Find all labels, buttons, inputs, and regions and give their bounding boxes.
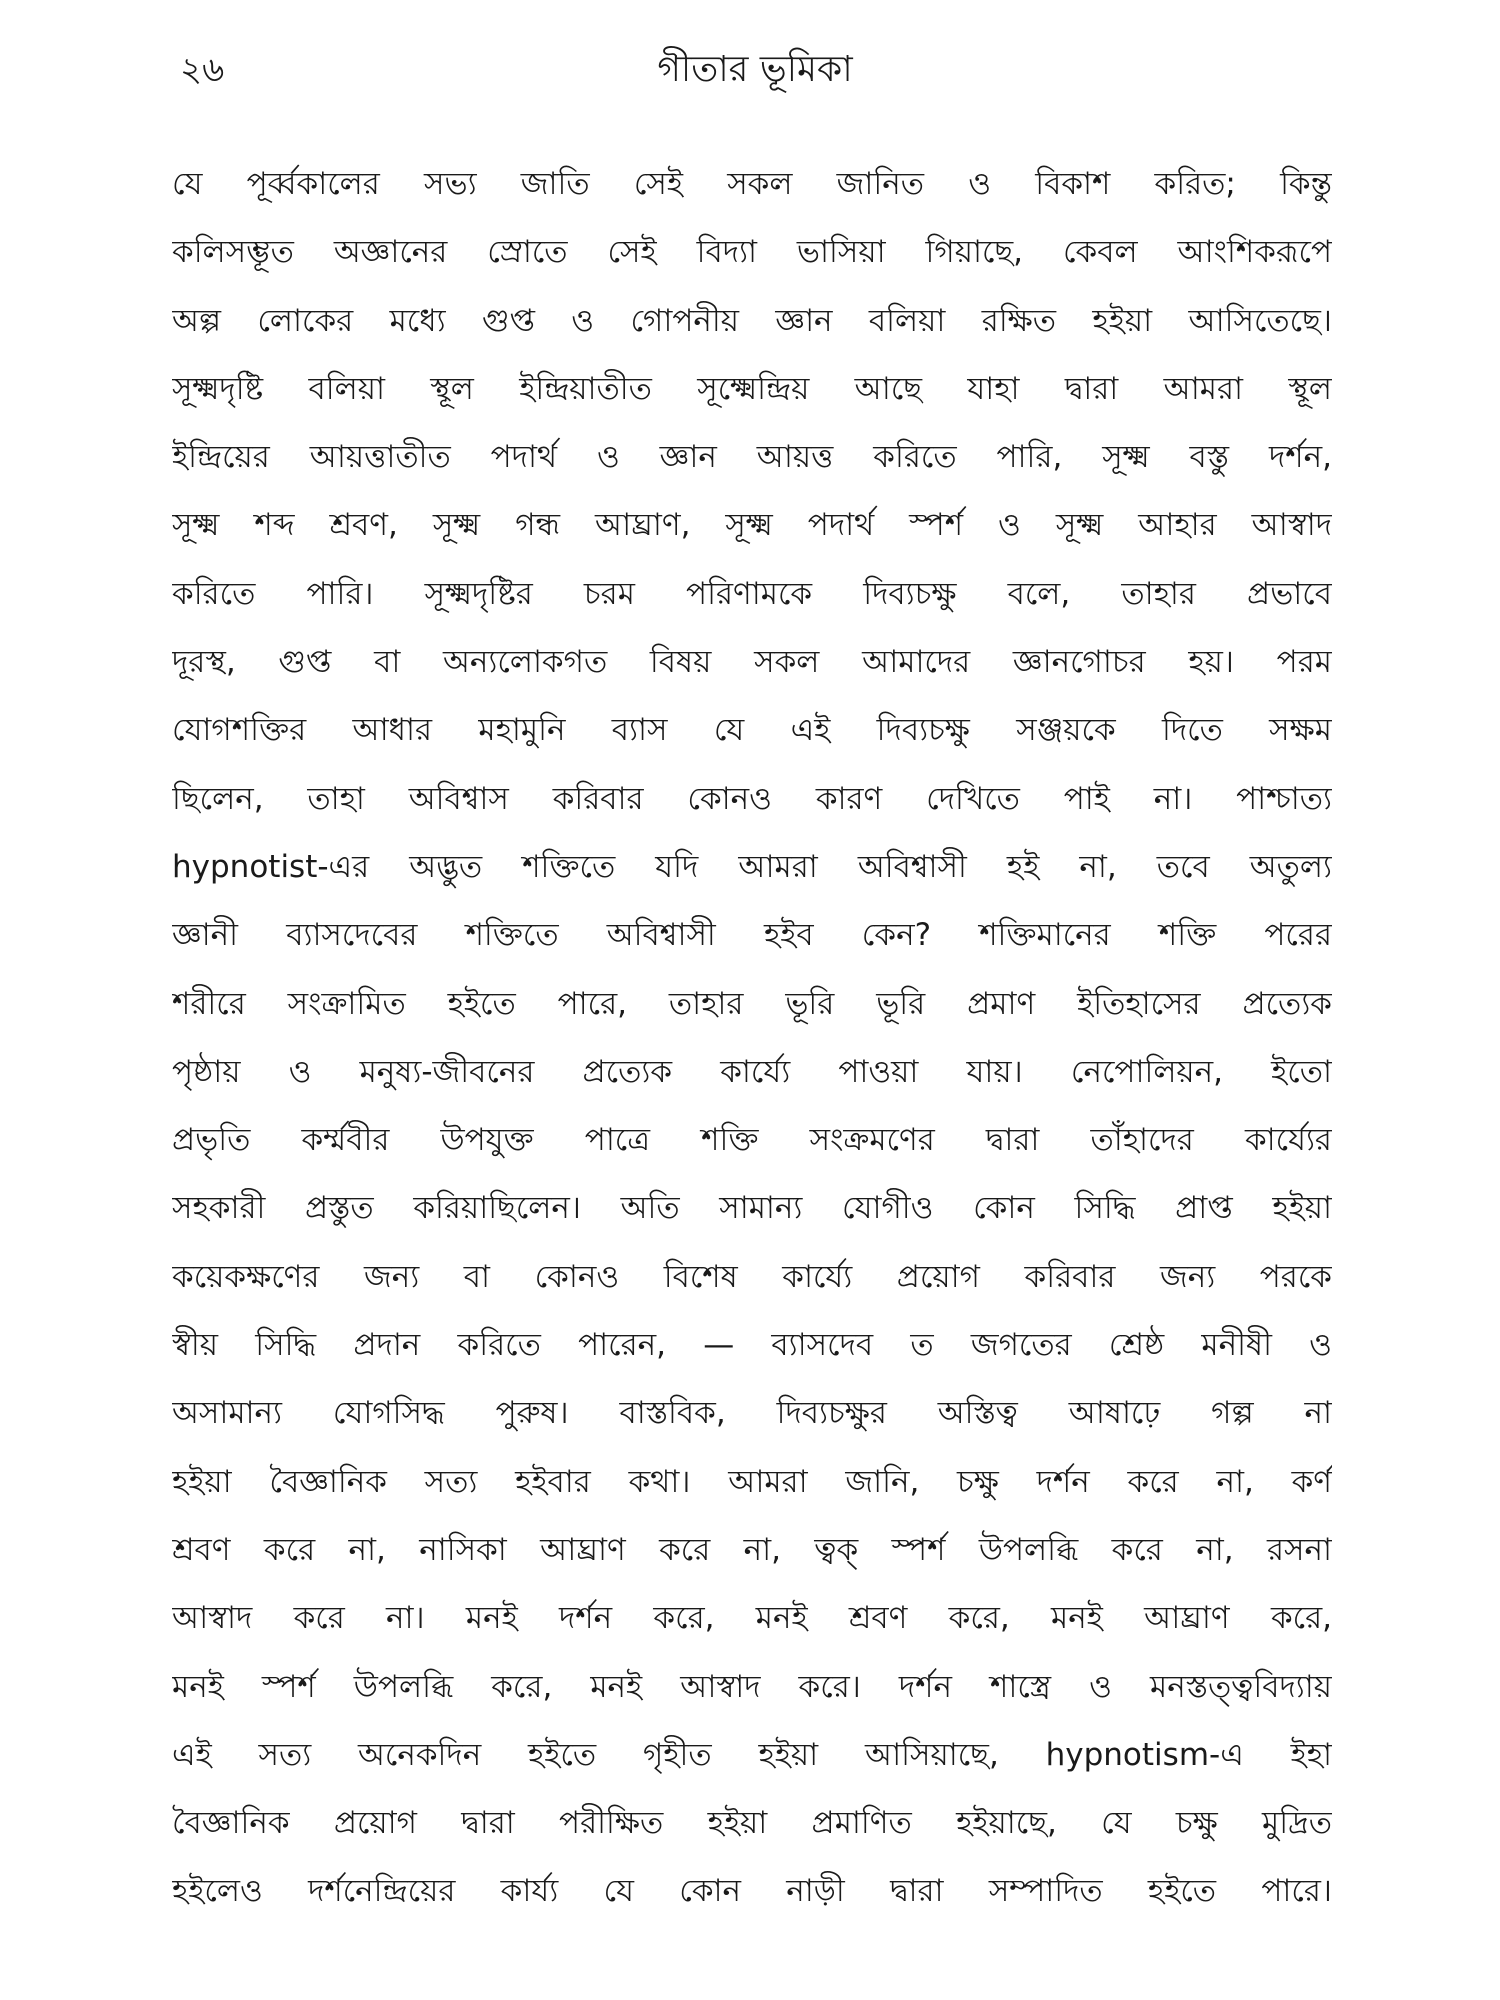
page-number: ২৬ [180, 50, 225, 90]
text-line: প্রভৃতি কর্ম্মবীর উপযুক্ত পাত্রে শক্তি সংক্রমণের দ্বারা তাঁহাদের কার্য্যের [172, 1122, 1332, 1159]
text-line: পৃষ্ঠায় ও মনুষ্য-জীবনের প্রত্যেক কার্য্যে পাওয়া যায়। নেপোলিয়ন, ইতো [172, 1053, 1332, 1090]
text-line: কলিসম্ভূত অজ্ঞানের স্রোতে সেই বিদ্যা ভাসিয়া গিয়াছে, কেবল আংশিকরূপে [172, 234, 1332, 271]
text-line: এই সত্য অনেকদিন হইতে গৃহীত হইয়া আসিয়াছে, hypnotism-এ ইহা [172, 1736, 1332, 1773]
text-line: দূরস্থ, গুপ্ত বা অন্যলোকগত বিষয় সকল আমাদের জ্ঞানগোচর হয়। পরম [172, 644, 1332, 681]
text-line: আস্বাদ করে না। মনই দর্শন করে, মনই শ্রবণ করে, মনই আঘ্রাণ করে, [172, 1600, 1332, 1637]
text-line: মনই স্পর্শ উপলব্ধি করে, মনই আস্বাদ করে। দর্শন শাস্ত্রে ও মনস্তত্ত্ববিদ্যায় [172, 1668, 1332, 1705]
text-line: যে পূর্ব্বকালের সভ্য জাতি সেই সকল জানিত ও বিকাশ করিত; কিন্তু [172, 166, 1332, 202]
text-line: অসামান্য যোগসিদ্ধ পুরুষ। বাস্তবিক, দিব্যচক্ষুর অস্তিত্ব আষাঢ়ে গল্প না [172, 1395, 1332, 1432]
text-line: কয়েকক্ষণের জন্য বা কোনও বিশেষ কার্য্যে প্রয়োগ করিবার জন্য পরকে [172, 1258, 1332, 1295]
text-line: ছিলেন, তাহা অবিশ্বাস করিবার কোনও কারণ দেখিতে পাই না। পাশ্চাত্য [172, 780, 1332, 817]
text-line: সূক্ষ্মদৃষ্টি বলিয়া স্থূল ইন্দ্রিয়াতীত সূক্ষ্মেন্দ্রিয় আছে যাহা দ্বারা আমরা স্থূল [172, 370, 1332, 407]
running-title: গীতার ভূমিকা [657, 49, 853, 90]
text-line: হইলেও দর্শনেন্দ্রিয়ের কার্য্য যে কোন নাড়ী দ্বারা সম্পাদিত হইতে পারে। [172, 1873, 1332, 1910]
text-line: বৈজ্ঞানিক প্রয়োগ দ্বারা পরীক্ষিত হইয়া প্রমাণিত হইয়াছে, যে চক্ষু মুদ্রিত [172, 1805, 1332, 1842]
text-line: অল্প লোকের মধ্যে গুপ্ত ও গোপনীয় জ্ঞান বলিয়া রক্ষিত হইয়া আসিতেছে। [172, 302, 1332, 339]
text-line: hypnotist-এর অদ্ভুত শক্তিতে যদি আমরা অবিশ্বাসী হই না, তবে অতুল্য [172, 848, 1332, 885]
text-line: যোগশক্তির আধার মহামুনি ব্যাস যে এই দিব্যচক্ষু সঞ্জয়কে দিতে সক্ষম [172, 712, 1332, 749]
running-head [180, 40, 1330, 100]
text-line: শরীরে সংক্রামিত হইতে পারে, তাহার ভূরি ভূরি প্রমাণ ইতিহাসের প্রত্যেক [172, 985, 1332, 1022]
text-line: জ্ঞানী ব্যাসদেবের শক্তিতে অবিশ্বাসী হইব কেন? শক্তিমানের শক্তি পরের [172, 917, 1332, 954]
text-line: হইয়া বৈজ্ঞানিক সত্য হইবার কথা। আমরা জানি, চক্ষু দর্শন করে না, কর্ণ [172, 1463, 1332, 1500]
text-line: ইন্দ্রিয়ের আয়ত্তাতীত পদার্থ ও জ্ঞান আয়ত্ত করিতে পারি, সূক্ষ্ম বস্তু দর্শন, [172, 439, 1332, 476]
text-line: সহকারী প্রস্তুত করিয়াছিলেন। অতি সামান্য যোগীও কোন সিদ্ধি প্রাপ্ত হইয়া [172, 1190, 1332, 1227]
text-line: সূক্ষ্ম শব্দ শ্রবণ, সূক্ষ্ম গন্ধ আঘ্রাণ, সূক্ষ্ম পদার্থ স্পর্শ ও সূক্ষ্ম আহার আস্বাদ [172, 507, 1332, 544]
text-line: করিতে পারি। সূক্ষ্মদৃষ্টির চরম পরিণামকে দিব্যচক্ষু বলে, তাহার প্রভাবে [172, 575, 1332, 612]
text-line: স্বীয় সিদ্ধি প্রদান করিতে পারেন, — ব্যাসদেব ত জগতের শ্রেষ্ঠ মনীষী ও [172, 1327, 1332, 1364]
text-line: শ্রবণ করে না, নাসিকা আঘ্রাণ করে না, ত্বক্ স্পর্শ উপলব্ধি করে না, রসনা [172, 1531, 1332, 1568]
body-text [172, 150, 1332, 1926]
